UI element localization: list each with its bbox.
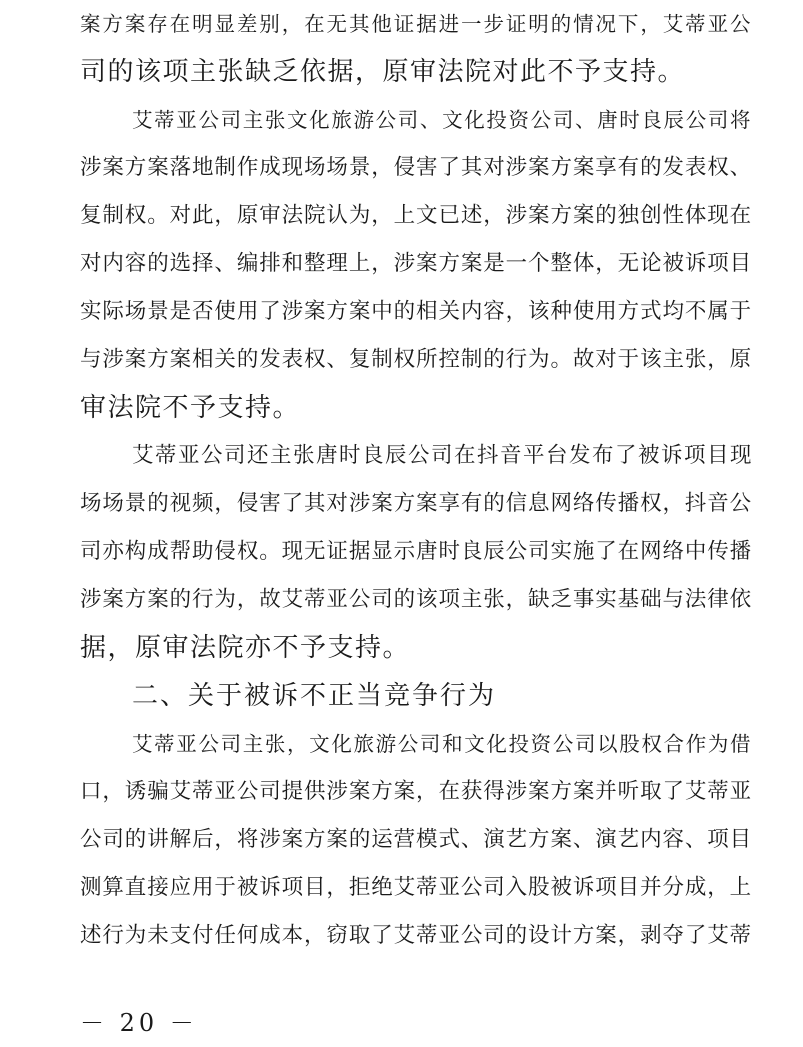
page-number: － 20 － — [80, 1009, 198, 1037]
text-line: 案方案存在明显差别，在无其他证据进一步证明的情况下，艾蒂亚公 — [80, 12, 752, 36]
text-line: 实际场景是否使用了涉案方案中的相关内容，该种使用方式均不属于 — [80, 299, 752, 324]
text-line: 涉案方案的行为，故艾蒂亚公司的该项主张，缺乏事实基础与法律依 — [80, 587, 752, 612]
text-line: 述行为未支付任何成本，窃取了艾蒂亚公司的设计方案，剥夺了艾蒂 — [80, 923, 752, 948]
text-line: 对内容的选择、编排和整理上，涉案方案是一个整体，无论被诉项目 — [80, 251, 752, 276]
text-line: 公司的讲解后，将涉案方案的运营模式、演艺方案、演艺内容、项目 — [80, 827, 752, 852]
text-line: 司的该项主张缺乏依据，原审法院对此不予支持。 — [80, 57, 686, 87]
text-line: 口，诱骗艾蒂亚公司提供涉案方案，在获得涉案方案并听取了艾蒂亚 — [80, 779, 752, 804]
text-line: 涉案方案落地制作成现场场景，侵害了其对涉案方案享有的发表权、 — [80, 155, 752, 180]
paragraph-start-line: 艾蒂亚公司还主张唐时良辰公司在抖音平台发布了被诉项目现 — [132, 443, 754, 468]
text-line: 测算直接应用于被诉项目，拒绝艾蒂亚公司入股被诉项目并分成，上 — [80, 875, 752, 900]
text-line: 据，原审法院亦不予支持。 — [80, 633, 411, 663]
section-heading: 二、关于被诉不正当竞争行为 — [132, 681, 497, 711]
text-line: 与涉案方案相关的发表权、复制权所控制的行为。故对于该主张，原 — [80, 347, 752, 372]
text-line: 复制权。对此，原审法院认为，上文已述，涉案方案的独创性体现在 — [80, 203, 752, 228]
document-body — [80, 0, 752, 960]
text-line: 场场景的视频，侵害了其对涉案方案享有的信息网络传播权，抖音公 — [80, 491, 752, 516]
paragraph-start-line: 艾蒂亚公司主张文化旅游公司、文化投资公司、唐时良辰公司将 — [132, 108, 752, 132]
text-line: 审法院不予支持。 — [80, 393, 301, 423]
paragraph-start-line: 艾蒂亚公司主张，文化旅游公司和文化投资公司以股权合作为借 — [132, 732, 752, 756]
text-line: 司亦构成帮助侵权。现无证据显示唐时良辰公司实施了在网络中传播 — [80, 539, 752, 564]
